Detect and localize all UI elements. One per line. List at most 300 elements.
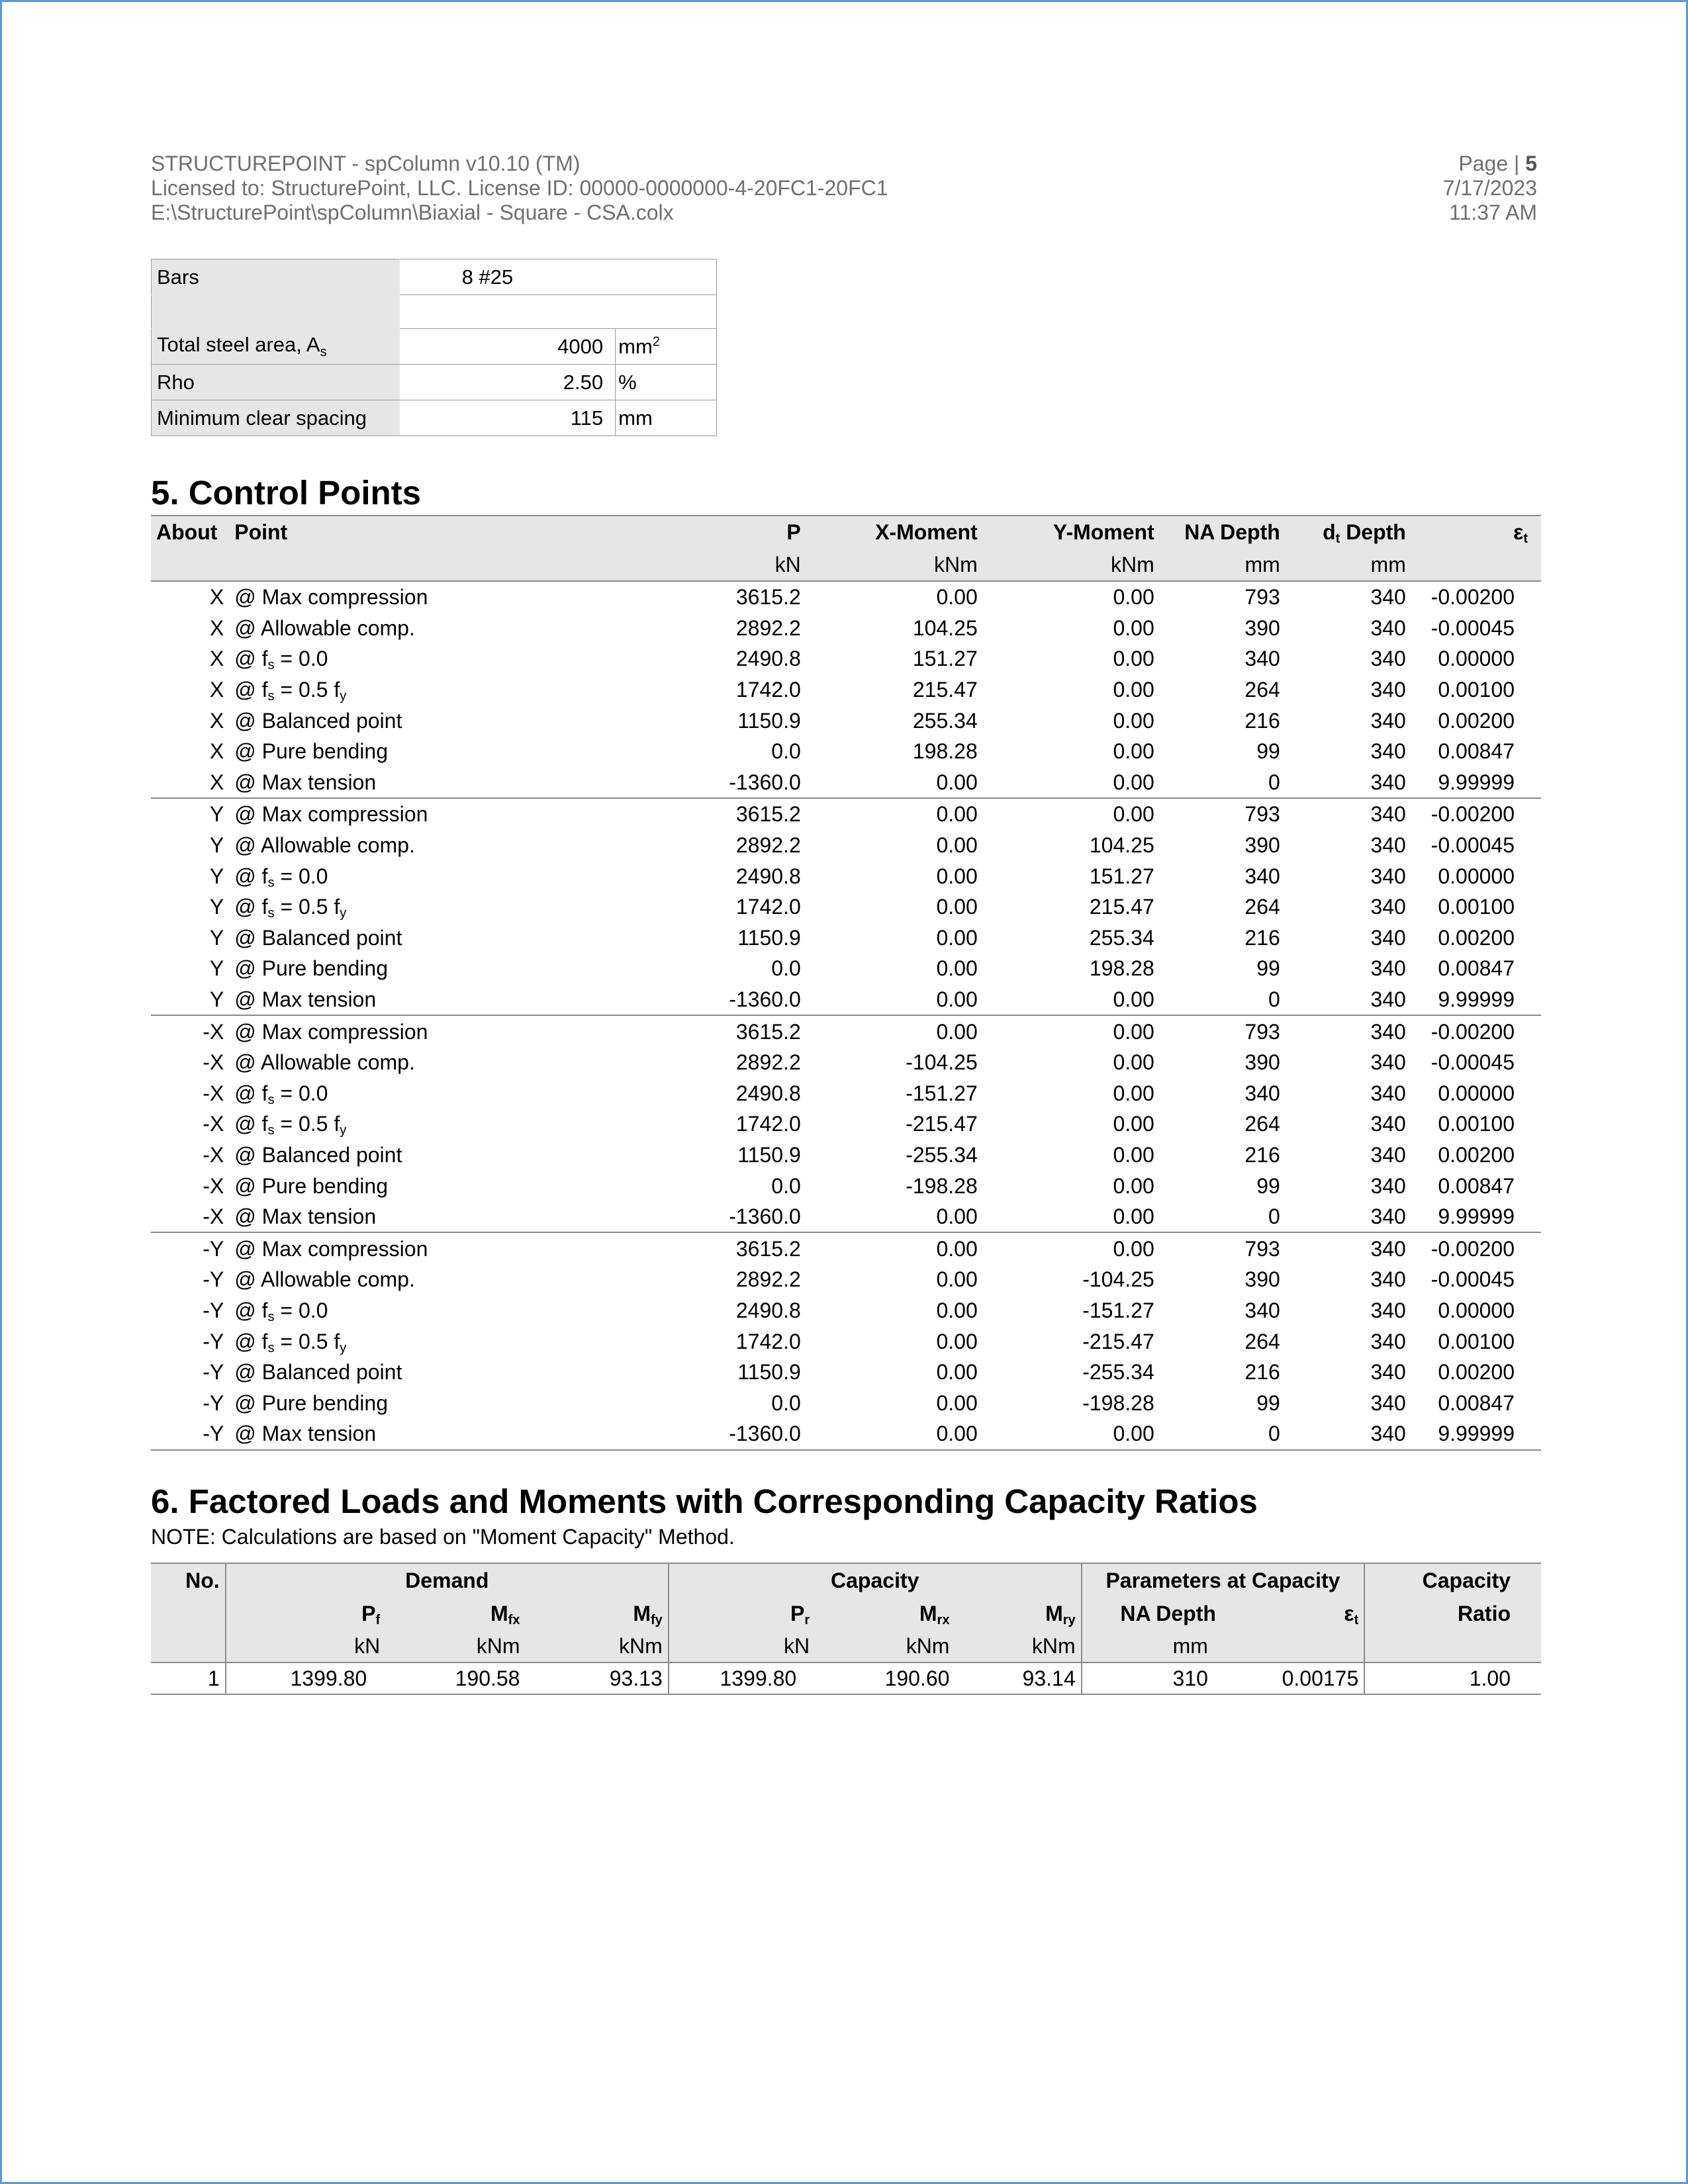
table-row	[152, 365, 717, 400]
cell-na-depth: 99	[1256, 739, 1280, 764]
header-program: STRUCTUREPOINT - spColumn v10.10 (TM)	[151, 152, 581, 175]
cell-point: @ Pure bending	[234, 739, 388, 764]
cell-about: Y	[151, 984, 229, 1016]
cell-strain: 0.00847	[1438, 1390, 1515, 1415]
cell-p: 2892.2	[735, 1050, 801, 1075]
cell-y-moment: 0.00	[1113, 802, 1154, 827]
cell-y-moment: 198.28	[1089, 956, 1154, 981]
cell-y-moment: 0.00	[1113, 647, 1154, 671]
cell-strain: -0.00045	[1430, 833, 1515, 858]
cell-na-depth: 216	[1244, 925, 1280, 950]
table-units-row	[151, 549, 1541, 581]
cell-about: X	[209, 708, 224, 733]
col-pr: $P_r$	[669, 1597, 815, 1630]
cell-p: 1150.9	[737, 1360, 801, 1385]
cell-y-moment: -151.27	[1082, 1298, 1154, 1322]
cell-strain: 0.00175	[1221, 1662, 1364, 1694]
cell-na-depth: 0	[1160, 1418, 1286, 1450]
cell-x-moment: -198.28	[906, 1173, 978, 1198]
cell-about: Y	[209, 802, 224, 827]
unit-na-depth: mm	[1082, 1630, 1221, 1662]
cell-dt-depth: 340	[1286, 1418, 1411, 1450]
cell-point: @ Balanced point	[234, 1142, 402, 1167]
cell-point: @ Allowable comp.	[234, 615, 415, 640]
control-points-body	[151, 581, 1541, 1450]
cell-p: -1360.0	[502, 767, 806, 799]
cell-x-moment: -215.47	[906, 1112, 978, 1136]
cell-about: -Y	[203, 1298, 224, 1322]
spacing-value: 115	[399, 400, 616, 436]
cell-p: 2490.8	[735, 864, 801, 888]
cell-p: 2490.8	[735, 647, 801, 671]
table-row	[151, 1170, 1541, 1201]
cell-na-depth: 390	[1244, 1050, 1280, 1075]
cell-x-moment: 0.00	[936, 585, 978, 610]
table-row	[151, 798, 1541, 830]
cell-dt-depth: 340	[1370, 802, 1406, 827]
cell-strain: 9.99999	[1411, 767, 1541, 799]
cell-strain: -0.00045	[1430, 1050, 1515, 1075]
table-row	[151, 1109, 1541, 1140]
control-points-table	[151, 515, 1541, 1451]
cell-dt-depth: 340	[1370, 1112, 1406, 1136]
cell-point: @ Pure bending	[234, 1173, 388, 1198]
cell-point: @ $f_s = 0.0$	[234, 647, 328, 673]
cell-dt-depth: 340	[1370, 1360, 1406, 1385]
col-mry: $M_{ry}$	[955, 1597, 1081, 1630]
factored-loads-body	[151, 1662, 1541, 1694]
cell-x-moment: 0.00	[936, 1236, 978, 1261]
table-row	[151, 643, 1541, 674]
unit-pr: kN	[669, 1630, 815, 1662]
cell-na-depth: 0	[1160, 767, 1286, 799]
cell-about: -Y	[203, 1360, 224, 1385]
cell-strain: 0.00100	[1438, 678, 1515, 702]
cell-p: 2490.8	[735, 1298, 801, 1322]
cell-mfx: 190.58	[385, 1662, 525, 1694]
cell-point: @ Allowable comp.	[234, 833, 415, 858]
table-row	[151, 1662, 1541, 1694]
group-parameters: Parameters at Capacity	[1082, 1563, 1365, 1597]
table-row	[152, 259, 717, 295]
cell-about: Y	[209, 925, 224, 950]
table-row	[151, 1387, 1541, 1418]
cell-y-moment: 0.00	[1113, 1112, 1154, 1136]
cell-about: -Y	[203, 1329, 224, 1353]
cell-point: @ Max compression	[234, 1236, 428, 1261]
cell-na-depth: 340	[1244, 647, 1280, 671]
cell-strain: 9.99999	[1411, 1201, 1541, 1233]
cell-strain: 0.00000	[1438, 864, 1515, 888]
steel-area-label: Total steel area, $A_s$	[152, 329, 400, 365]
group-demand: Demand	[226, 1563, 669, 1597]
cell-p: -1360.0	[502, 1418, 806, 1450]
cell-x-moment: 0.00	[936, 1390, 978, 1415]
cell-point: @ Balanced point	[234, 708, 402, 733]
table-row	[151, 1232, 1541, 1264]
report-date: 7/17/2023	[1442, 176, 1537, 200]
col-strain: $\varepsilon_t$	[1221, 1597, 1364, 1630]
cell-na-depth: 264	[1244, 678, 1280, 702]
report-header	[151, 152, 888, 225]
cell-about: Y	[209, 895, 224, 919]
cell-about: Y	[209, 864, 224, 888]
cell-y-moment: 0.00	[983, 984, 1160, 1016]
cell-about: -Y	[151, 1418, 229, 1450]
cell-p: 1742.0	[735, 678, 801, 702]
cell-strain: 0.00847	[1438, 1173, 1515, 1198]
table-row	[151, 1295, 1541, 1326]
cell-y-moment: 0.00	[1113, 1019, 1154, 1044]
unit-x-moment: kNm	[806, 549, 983, 581]
cell-about: X	[209, 739, 224, 764]
group-capacity: Capacity	[669, 1563, 1082, 1597]
cell-y-moment: -198.28	[1082, 1390, 1154, 1415]
cell-y-moment: 0.00	[1113, 615, 1154, 640]
cell-p: 0.0	[771, 956, 801, 981]
cell-y-moment: 0.00	[1113, 1050, 1154, 1075]
unit-pf: kN	[226, 1630, 385, 1662]
cell-point: @ Allowable comp.	[234, 1267, 415, 1292]
cell-point: @ Allowable comp.	[234, 1050, 415, 1075]
cell-about: -X	[203, 1081, 224, 1105]
cell-p: 1150.9	[737, 1142, 801, 1167]
cell-na-depth: 310	[1082, 1662, 1221, 1694]
cell-point: @ $f_s = 0.5$ $f_y$	[234, 678, 347, 704]
table-header-row	[151, 1597, 1541, 1630]
cell-point: @ Max tension	[229, 984, 502, 1016]
cell-y-moment: -215.47	[1082, 1329, 1154, 1353]
table-row	[152, 400, 717, 436]
bars-label: Bars	[152, 259, 400, 295]
cell-na-depth: 390	[1244, 615, 1280, 640]
col-p: P	[502, 516, 806, 549]
col-point: Point	[229, 516, 502, 549]
table-header-row	[151, 1563, 1541, 1597]
cell-p: 1150.9	[737, 925, 801, 950]
cell-y-moment: 0.00	[1113, 708, 1154, 733]
table-row	[151, 923, 1541, 954]
cell-about: X	[209, 678, 224, 702]
table-row	[151, 1418, 1541, 1450]
cell-about: -X	[203, 1019, 224, 1044]
spacing-label: Minimum clear spacing	[152, 400, 400, 436]
cell-x-moment: 198.28	[912, 739, 978, 764]
cell-strain: 0.00847	[1438, 739, 1515, 764]
cell-strain: -0.00045	[1430, 615, 1515, 640]
cell-y-moment: 151.27	[1089, 864, 1154, 888]
cell-y-moment: 0.00	[983, 1201, 1160, 1233]
rho-value: 2.50	[399, 365, 616, 400]
cell-strain: 0.00200	[1438, 1142, 1515, 1167]
cell-strain: 0.00200	[1438, 925, 1515, 950]
cell-dt-depth: 340	[1286, 984, 1411, 1016]
cell-about: -Y	[203, 1236, 224, 1261]
table-row	[151, 984, 1541, 1016]
factored-loads-table	[151, 1563, 1541, 1695]
table-row	[151, 736, 1541, 767]
cell-p: -1360.0	[502, 984, 806, 1016]
cell-point: @ $f_s = 0.0$	[234, 1081, 328, 1107]
cell-na-depth: 264	[1244, 1112, 1280, 1136]
cell-dt-depth: 340	[1370, 615, 1406, 640]
cell-na-depth: 0	[1160, 1201, 1286, 1233]
cell-point: @ Max compression	[234, 802, 428, 827]
header-file-path: E:\StructurePoint\spColumn\Biaxial - Square - CSA.colx	[151, 201, 674, 224]
cell-dt-depth: 340	[1370, 1173, 1406, 1198]
cell-na-depth: 264	[1244, 1329, 1280, 1353]
cell-na-depth: 216	[1244, 1142, 1280, 1167]
bars-value: 8 #25	[399, 259, 716, 295]
spacing-unit: mm	[616, 400, 717, 436]
col-mfx: $M_{fx}$	[385, 1597, 525, 1630]
cell-mry: 93.14	[955, 1662, 1081, 1694]
page-number: Page | 5	[1458, 152, 1537, 175]
cell-dt-depth: 340	[1370, 739, 1406, 764]
page-info	[1443, 152, 1537, 225]
cell-y-moment: 0.00	[1113, 585, 1154, 610]
cell-dt-depth: 340	[1370, 864, 1406, 888]
cell-point: @ Max tension	[229, 1201, 502, 1233]
table-row	[151, 1078, 1541, 1109]
cell-point: @ Max compression	[234, 1019, 428, 1044]
cell-strain: -0.00200	[1430, 1019, 1515, 1044]
cell-strain: -0.00045	[1430, 1267, 1515, 1292]
unit-na-depth: mm	[1160, 549, 1286, 581]
cell-mrx: 190.60	[815, 1662, 955, 1694]
cell-x-moment: 0.00	[936, 1298, 978, 1322]
cell-point: @ Balanced point	[234, 925, 402, 950]
cell-dt-depth: 340	[1370, 1390, 1406, 1415]
cell-point: @ Pure bending	[234, 956, 388, 981]
cell-na-depth: 793	[1244, 802, 1280, 827]
cell-dt-depth: 340	[1370, 585, 1406, 610]
cell-na-depth: 99	[1256, 1390, 1280, 1415]
cell-about: X	[209, 647, 224, 671]
group-capacity-ratio: Capacity	[1364, 1563, 1541, 1597]
header-license: Licensed to: StructurePoint, LLC. License ID: 00000-0000000-4-20FC1-20FC1	[151, 176, 888, 200]
table-row	[151, 1015, 1541, 1047]
cell-na-depth: 793	[1244, 1019, 1280, 1044]
cell-na-depth: 216	[1244, 1360, 1280, 1385]
cell-dt-depth: 340	[1370, 1298, 1406, 1322]
unit-mfx: kNm	[385, 1630, 525, 1662]
cell-about: Y	[209, 833, 224, 858]
unit-y-moment: kNm	[983, 549, 1160, 581]
cell-dt-depth: 340	[1370, 1329, 1406, 1353]
cell-pf: 1399.80	[226, 1662, 385, 1694]
col-mrx: $M_{rx}$	[815, 1597, 955, 1630]
steel-area-unit: $mm^2$	[616, 329, 717, 365]
cell-x-moment: -104.25	[906, 1050, 978, 1075]
cell-p: 3615.2	[735, 802, 801, 827]
cell-about: X	[209, 585, 224, 610]
cell-p: 2490.8	[735, 1081, 801, 1105]
col-pf: $P_f$	[226, 1597, 385, 1630]
cell-x-moment: 0.00	[936, 833, 978, 858]
cell-dt-depth: 340	[1370, 1267, 1406, 1292]
cell-x-moment: 0.00	[806, 1201, 983, 1233]
table-row	[151, 1357, 1541, 1388]
cell-no: 1	[151, 1662, 226, 1694]
unit-mfy: kNm	[525, 1630, 668, 1662]
cell-x-moment: 0.00	[936, 1360, 978, 1385]
cell-y-moment: 0.00	[1113, 1173, 1154, 1198]
cell-about: -X	[151, 1201, 229, 1233]
cell-about: X	[151, 767, 229, 799]
cell-na-depth: 793	[1244, 1236, 1280, 1261]
cell-x-moment: 0.00	[936, 956, 978, 981]
cell-dt-depth: 340	[1370, 1050, 1406, 1075]
table-units-row	[151, 1630, 1541, 1662]
col-dt-depth: $d_t$ Depth	[1286, 516, 1411, 549]
cell-dt-depth: 340	[1286, 1201, 1411, 1233]
rho-unit: %	[616, 365, 717, 400]
cell-x-moment: -255.34	[906, 1142, 978, 1167]
col-strain: $\varepsilon_t$	[1411, 516, 1541, 549]
cell-dt-depth: 340	[1370, 1019, 1406, 1044]
cell-p: 2892.2	[735, 615, 801, 640]
cell-point: @ Pure bending	[234, 1390, 388, 1415]
cell-about: -X	[203, 1112, 224, 1136]
cell-y-moment: 0.00	[1113, 1236, 1154, 1261]
cell-pr: 1399.80	[669, 1662, 815, 1694]
col-mfy: $M_{fy}$	[525, 1597, 668, 1630]
cell-dt-depth: 340	[1370, 1081, 1406, 1105]
cell-p: 1742.0	[735, 1112, 801, 1136]
cell-point: @ Max tension	[229, 767, 502, 799]
cell-y-moment: 215.47	[1089, 895, 1154, 919]
cell-x-moment: 0.00	[936, 864, 978, 888]
cell-p: 1742.0	[735, 895, 801, 919]
cell-about: -X	[203, 1173, 224, 1198]
cell-point: @ Balanced point	[234, 1360, 402, 1385]
cell-dt-depth: 340	[1370, 833, 1406, 858]
cell-p: 1742.0	[735, 1329, 801, 1353]
cell-x-moment: 0.00	[806, 984, 983, 1016]
table-row	[151, 613, 1541, 644]
cell-x-moment: 255.34	[912, 708, 978, 733]
table-row	[151, 1326, 1541, 1357]
cell-strain: 9.99999	[1411, 1418, 1541, 1450]
calculation-note: NOTE: Calculations are based on "Moment Capacity" Method.	[151, 1525, 735, 1549]
cell-y-moment: -104.25	[1082, 1267, 1154, 1292]
cell-p: 1150.9	[737, 708, 801, 733]
cell-strain: 0.00200	[1438, 1360, 1515, 1385]
unit-mrx: kNm	[815, 1630, 955, 1662]
cell-x-moment: 0.00	[806, 1418, 983, 1450]
table-row	[151, 891, 1541, 923]
cell-y-moment: 0.00	[1113, 1142, 1154, 1167]
cell-strain: 0.00100	[1438, 895, 1515, 919]
cell-dt-depth: 340	[1286, 767, 1411, 799]
table-row	[151, 953, 1541, 984]
cell-y-moment: 255.34	[1089, 925, 1154, 950]
cell-strain: 0.00000	[1438, 1081, 1515, 1105]
cell-strain: 0.00000	[1438, 1298, 1515, 1322]
cell-x-moment: 0.00	[936, 1329, 978, 1353]
cell-y-moment: 0.00	[983, 767, 1160, 799]
cell-dt-depth: 340	[1370, 956, 1406, 981]
table-row	[151, 1264, 1541, 1295]
cell-na-depth: 793	[1244, 585, 1280, 610]
unit-mry: kNm	[955, 1630, 1081, 1662]
table-row	[151, 1140, 1541, 1171]
cell-x-moment: 0.00	[936, 925, 978, 950]
cell-na-depth: 340	[1244, 1298, 1280, 1322]
cell-strain: -0.00200	[1430, 585, 1515, 610]
cell-mfy: 93.13	[525, 1662, 668, 1694]
cell-y-moment: -255.34	[1082, 1360, 1154, 1385]
cell-x-moment: 0.00	[806, 767, 983, 799]
cell-strain: 0.00100	[1438, 1329, 1515, 1353]
col-ratio: Ratio	[1364, 1597, 1541, 1630]
cell-about: Y	[209, 956, 224, 981]
cell-strain: -0.00200	[1430, 1236, 1515, 1261]
cell-x-moment: 0.00	[936, 1019, 978, 1044]
cell-x-moment: 104.25	[912, 615, 978, 640]
cell-na-depth: 390	[1244, 1267, 1280, 1292]
cell-na-depth: 264	[1244, 895, 1280, 919]
cell-point: @ $f_s = 0.5$ $f_y$	[234, 895, 347, 921]
reinforcement-table	[151, 259, 717, 436]
cell-p: 2892.2	[735, 833, 801, 858]
cell-dt-depth: 340	[1370, 678, 1406, 702]
cell-point: @ $f_s = 0.0$	[234, 1298, 328, 1324]
steel-area-value: 4000	[399, 329, 616, 365]
cell-dt-depth: 340	[1370, 1236, 1406, 1261]
cell-about: -Y	[203, 1390, 224, 1415]
cell-dt-depth: 340	[1370, 647, 1406, 671]
table-row	[151, 767, 1541, 799]
cell-p: 2892.2	[735, 1267, 801, 1292]
table-row	[152, 329, 717, 365]
table-row	[151, 860, 1541, 891]
col-na-depth: NA Depth	[1082, 1597, 1221, 1630]
cell-strain: 0.00100	[1438, 1112, 1515, 1136]
control-points-title: 5. Control Points	[151, 474, 421, 512]
cell-p: 3615.2	[735, 1019, 801, 1044]
cell-na-depth: 340	[1244, 864, 1280, 888]
cell-ratio: 1.00	[1364, 1662, 1541, 1694]
table-header-row	[151, 516, 1541, 549]
cell-dt-depth: 340	[1370, 925, 1406, 950]
report-time: 11:37 AM	[1449, 201, 1537, 224]
cell-y-moment: 0.00	[1113, 1081, 1154, 1105]
cell-na-depth: 340	[1244, 1081, 1280, 1105]
cell-p: 0.0	[771, 739, 801, 764]
cell-p: 0.0	[771, 1390, 801, 1415]
cell-about: -Y	[203, 1267, 224, 1292]
table-row	[151, 1047, 1541, 1078]
cell-y-moment: 104.25	[1089, 833, 1154, 858]
cell-strain: 0.00000	[1438, 647, 1515, 671]
cell-p: 3615.2	[735, 585, 801, 610]
table-row	[151, 581, 1541, 613]
cell-na-depth: 0	[1160, 984, 1286, 1016]
col-about: About	[151, 516, 229, 549]
table-row	[151, 1201, 1541, 1233]
cell-about: X	[209, 615, 224, 640]
cell-x-moment: 0.00	[936, 895, 978, 919]
col-na-depth: NA Depth	[1160, 516, 1286, 549]
cell-na-depth: 216	[1244, 708, 1280, 733]
unit-p: kN	[502, 549, 806, 581]
cell-about: -X	[203, 1142, 224, 1167]
cell-y-moment: 0.00	[1113, 739, 1154, 764]
cell-na-depth: 99	[1256, 1173, 1280, 1198]
table-row	[151, 674, 1541, 705]
